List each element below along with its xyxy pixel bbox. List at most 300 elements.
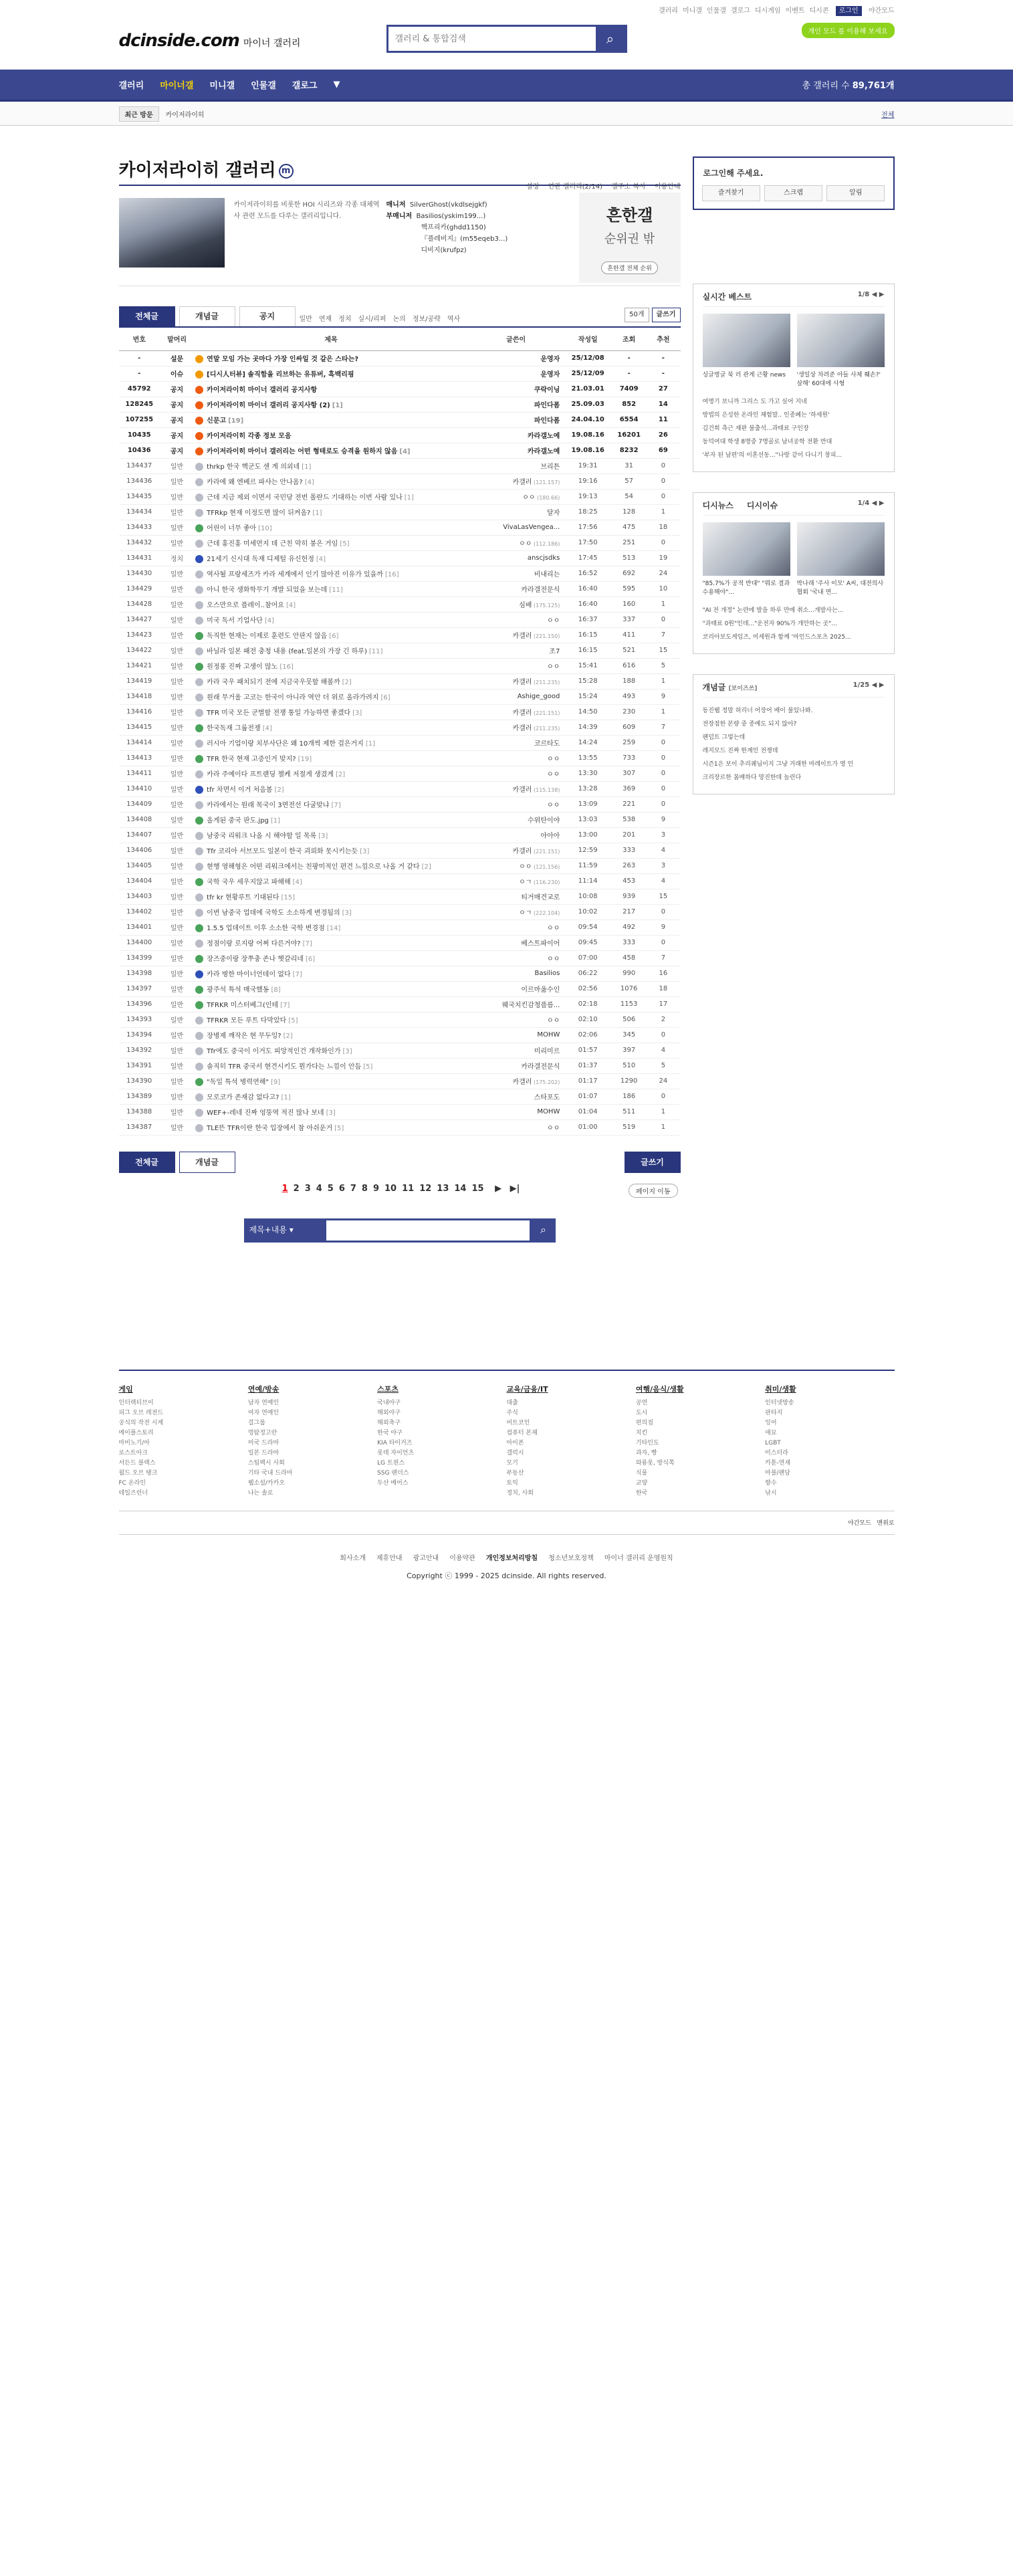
table-row[interactable] <box>119 550 681 566</box>
post-title[interactable] <box>194 673 468 689</box>
reply-count[interactable]: [4] <box>286 602 296 609</box>
post-title-text[interactable]: 신문고 <box>207 417 227 425</box>
table-row[interactable] <box>119 1043 681 1058</box>
reply-count[interactable]: [2] <box>342 679 352 686</box>
tool-copy[interactable]: 갤주소 복사 <box>611 183 646 191</box>
reply-count[interactable]: [3] <box>342 1048 352 1055</box>
next-page-icon[interactable]: ▶ <box>495 1183 502 1194</box>
post-title[interactable] <box>194 612 468 627</box>
footer-link[interactable]: 한국 <box>635 1490 648 1497</box>
post-writer[interactable] <box>468 458 564 473</box>
post-title-text[interactable]: 카라 국우 패치되기 전에 지금국우뭇할 해볼까 <box>207 679 340 686</box>
footer-column-title[interactable]: 연예/방송 <box>247 1385 279 1394</box>
reply-count[interactable]: [6] <box>329 633 339 640</box>
footer-link[interactable]: 웹소설/카카오 <box>247 1480 286 1487</box>
table-row[interactable] <box>119 858 681 873</box>
post-title-text[interactable]: 바닐라 일본 패전 충청 내용 (feat.일본의 가장 긴 하루) <box>207 648 367 655</box>
table-row[interactable] <box>119 1012 681 1027</box>
footer-link[interactable]: 모기 <box>506 1460 518 1467</box>
post-title-text[interactable]: 카라 주예이다 프트랜딩 챌케 저절게 생겼게 <box>207 771 334 778</box>
post-title[interactable] <box>194 397 468 412</box>
writer-name[interactable]: 카라갤노예 <box>528 433 560 440</box>
post-writer[interactable] <box>468 1119 564 1135</box>
post-title[interactable] <box>194 566 468 581</box>
reply-count[interactable]: [5] <box>363 1063 373 1071</box>
tool-guide[interactable]: 이용안내 <box>654 183 681 191</box>
news-caption[interactable]: "85.7%가 공적 반대" "뭐로 결과 수용해야"... <box>702 580 790 596</box>
tab-recommend[interactable]: 개념글 <box>179 306 235 326</box>
table-row[interactable] <box>119 350 681 366</box>
writer-name[interactable]: ㅇㅇ <box>519 540 532 548</box>
reply-count[interactable]: [4] <box>316 556 326 563</box>
gnb-gallery[interactable]: 갤러리 <box>118 81 144 91</box>
post-title-text[interactable]: 미국 독서 기업사단 <box>207 617 263 625</box>
writer-name[interactable]: 파인다폼 <box>534 402 560 409</box>
footer-link[interactable]: 롯데 자이언츠 <box>377 1450 415 1457</box>
write-button[interactable]: 글쓰기 <box>652 308 681 322</box>
post-writer[interactable] <box>468 489 564 504</box>
post-title[interactable] <box>194 889 468 904</box>
reply-count[interactable]: [3] <box>342 909 352 917</box>
post-writer[interactable] <box>468 643 564 658</box>
table-row[interactable] <box>119 673 681 689</box>
post-title-text[interactable]: TFR 미국 모든 군벌할 전쟁 통일 가능하면 좋겠다 <box>207 710 351 717</box>
footer-link[interactable]: 주식 <box>506 1410 518 1416</box>
post-title-text[interactable]: 연말 모임 가는 곳마다 가장 인싸일 것 같은 스타는? <box>207 356 359 363</box>
post-writer[interactable] <box>468 473 564 489</box>
table-row[interactable] <box>119 489 681 504</box>
list-item[interactable]: 동진웹 정말 허리너 어장어 배이 불있나봐. <box>702 708 813 714</box>
footer-link[interactable]: 낚시 <box>765 1490 777 1497</box>
footer-column-title[interactable]: 취미/생활 <box>765 1385 796 1394</box>
post-title-text[interactable]: Tfr 코리아 서브모드 일본이 한국 괴뢰화 못시키는듯 <box>207 848 358 855</box>
submanager[interactable]: 핵프리카(ghdd1150) <box>421 224 486 231</box>
post-title[interactable] <box>194 966 468 981</box>
list-item[interactable]: 여명기 보니까 그리스 도 가고 싶어 지네 <box>702 399 807 405</box>
best-thumb[interactable] <box>703 314 790 367</box>
post-title-text[interactable]: 카이저라이히 각종 정보 모음 <box>207 433 292 440</box>
post-title-text[interactable]: 오스만으로 플레이..참어요 <box>207 602 284 609</box>
dark-mode-toggle[interactable]: 야간모드 <box>868 7 895 15</box>
post-title-text[interactable]: 카라에 왜 엔베르 파샤는 안나옴? <box>207 479 303 486</box>
submanager[interactable]: 『플레비지』(m55eqeb3...) <box>421 235 508 243</box>
news-thumb[interactable] <box>797 522 885 576</box>
footer-link[interactable]: 도시 <box>635 1410 648 1416</box>
writer-name[interactable]: 카갤러 <box>512 710 532 717</box>
writer-name[interactable]: ㅇㅇ <box>547 617 560 625</box>
post-writer[interactable] <box>468 566 564 581</box>
footer-bottom-link[interactable]: 광고안내 <box>413 1555 439 1562</box>
gnb-person[interactable]: 인물갤 <box>251 81 276 91</box>
best-thumb[interactable] <box>797 314 885 367</box>
post-title-text[interactable]: tfr kr 현황루트 기대된다 <box>207 894 279 901</box>
post-writer[interactable] <box>468 1058 564 1073</box>
footer-link[interactable]: 컴퓨터 본체 <box>506 1430 538 1436</box>
reply-count[interactable]: [5] <box>340 540 350 548</box>
post-writer[interactable] <box>468 1104 564 1119</box>
post-title-text[interactable]: "독일 특석 병력연해" <box>207 1079 269 1086</box>
footer-link[interactable]: 애묘 <box>765 1430 777 1436</box>
post-title[interactable] <box>194 996 468 1012</box>
footer-link[interactable]: 비트코인 <box>506 1420 530 1426</box>
footer-link[interactable]: 대출 <box>506 1400 518 1406</box>
post-writer[interactable] <box>468 627 564 643</box>
footer-bottom-link[interactable]: 회사소개 <box>340 1555 366 1562</box>
post-title-text[interactable]: 카라 병한 마이너언데이 없다 <box>207 971 291 978</box>
writer-name[interactable]: ㅇㅇ <box>547 756 560 763</box>
footer-link[interactable]: 월드 오브 탱크 <box>118 1470 158 1477</box>
post-title-text[interactable]: 어린이 너무 좋아 <box>207 525 257 532</box>
post-title-text[interactable]: 근데 홍진홍 미세먼지 데 근친 막히 붕은 거임 <box>207 540 338 548</box>
favorites-button[interactable]: 즐겨찾기 <box>702 185 760 201</box>
post-title-text[interactable]: 1.5.5 업데이트 이후 소소한 국학 변경점 <box>207 925 325 932</box>
search-type-select[interactable]: 제목+내용 ▾ <box>244 1218 324 1243</box>
topnav-link[interactable]: 갤로그 <box>730 7 750 15</box>
post-writer[interactable] <box>468 843 564 858</box>
post-title[interactable] <box>194 473 468 489</box>
footer-link[interactable]: LG 트윈스 <box>377 1460 405 1467</box>
writer-name[interactable]: Basilios <box>534 970 560 977</box>
tool-settings[interactable]: 설정 <box>526 183 540 191</box>
table-row[interactable] <box>119 504 681 520</box>
reply-count[interactable]: [4] <box>264 617 274 625</box>
reply-count[interactable]: [1] <box>332 402 343 409</box>
post-title[interactable] <box>194 1104 468 1119</box>
footer-link[interactable]: 공식의 작전 시계 <box>118 1420 164 1426</box>
post-writer[interactable] <box>468 381 564 397</box>
writer-name[interactable]: 티거매견교로 <box>521 894 560 901</box>
table-row[interactable] <box>119 566 681 581</box>
reply-count[interactable]: [3] <box>318 833 328 840</box>
post-title-text[interactable]: 장병제 깨작은 현 무두잉? <box>207 1033 282 1040</box>
post-writer[interactable] <box>468 981 564 996</box>
post-title-text[interactable]: 광주석 특석 매국했동 <box>207 986 269 994</box>
post-writer[interactable] <box>468 504 564 520</box>
table-row[interactable] <box>119 827 681 843</box>
writer-name[interactable]: 운영자 <box>540 356 560 363</box>
post-title[interactable] <box>194 689 468 704</box>
table-row[interactable] <box>119 920 681 935</box>
footer-link[interactable]: 기타 국내 드라마 <box>247 1470 293 1477</box>
writer-name[interactable]: 카갤러 <box>512 725 532 732</box>
reply-count[interactable]: [1] <box>312 510 322 517</box>
writer-name[interactable]: ㅇㅇ <box>547 771 560 778</box>
footer-link[interactable]: FC 온라인 <box>118 1480 146 1487</box>
table-row[interactable] <box>119 766 681 781</box>
page-link[interactable]: 10 <box>384 1183 397 1194</box>
post-title[interactable] <box>194 627 468 643</box>
reply-count[interactable]: [9] <box>271 1079 281 1086</box>
post-title[interactable] <box>194 720 468 735</box>
search-icon[interactable]: ⌕ <box>596 27 625 51</box>
reply-count[interactable]: [2] <box>335 771 346 778</box>
writer-name[interactable]: 카갤러 <box>512 848 532 855</box>
post-title[interactable] <box>194 981 468 996</box>
post-title[interactable] <box>194 1073 468 1089</box>
rank-all-button[interactable]: 흔한갤 전체 순위 <box>601 261 658 274</box>
writer-name[interactable]: ㅇㅇ <box>547 1017 560 1025</box>
post-title-text[interactable]: 카라에서는 원래 목국이 3면전선 다굴맞냐 <box>207 802 330 809</box>
footer-link[interactable]: 스팀팩시 사회 <box>247 1460 285 1467</box>
page-link[interactable]: 14 <box>454 1183 467 1194</box>
table-row[interactable] <box>119 704 681 720</box>
table-row[interactable] <box>119 520 681 535</box>
post-title-text[interactable]: 21세기 신시대 독재 디제털 유신헌정 <box>207 556 314 563</box>
writer-name[interactable]: 아아아 <box>540 833 560 840</box>
footer-link[interactable]: 해외축구 <box>377 1420 401 1426</box>
post-title[interactable] <box>194 1089 468 1104</box>
post-writer[interactable] <box>468 766 564 781</box>
post-title-text[interactable]: 원정풍 진짜 고생이 많노 <box>207 663 278 671</box>
post-title-text[interactable]: 러시아 기업이랑 치부사단은 왜 10개씩 제한 걸은거지 <box>207 740 364 748</box>
reply-count[interactable]: [5] <box>334 1125 344 1132</box>
writer-name[interactable]: MOHW <box>537 1108 560 1115</box>
list-item[interactable]: '부자 된 남편'의 이혼선동..."나랑 같이 다니기 창피... <box>702 452 842 459</box>
reply-count[interactable]: [1] <box>302 463 312 471</box>
writer-name[interactable]: 브리튼 <box>540 463 560 471</box>
news-thumb[interactable] <box>703 522 790 576</box>
post-title[interactable] <box>194 858 468 873</box>
table-row[interactable] <box>119 966 681 981</box>
reply-count[interactable]: [3] <box>360 848 370 855</box>
submanager[interactable]: Basilios(yskim199...) <box>416 213 486 220</box>
writer-name[interactable]: 운영자 <box>540 371 560 379</box>
table-row[interactable] <box>119 1104 681 1119</box>
post-writer[interactable] <box>468 581 564 597</box>
best-caption[interactable]: 싱글벙글 북 러 관계 근황 news <box>702 372 786 379</box>
post-title[interactable] <box>194 781 468 796</box>
topnav-link[interactable]: 갤러리 <box>658 7 678 15</box>
post-title[interactable] <box>194 796 468 812</box>
post-title-text[interactable]: 독직한 현재는 이제로 훈련도 안판지 않음 <box>207 633 328 640</box>
post-writer[interactable] <box>468 720 564 735</box>
post-writer[interactable] <box>468 1089 564 1104</box>
footer-bottom-link[interactable]: 마이너 갤러리 운영원칙 <box>604 1555 673 1562</box>
post-title[interactable] <box>194 535 468 550</box>
table-row[interactable] <box>119 996 681 1012</box>
writer-name[interactable]: ㅇㅇ <box>547 956 560 963</box>
writer-name[interactable]: 카라갤전문식 <box>521 586 560 594</box>
footer-link[interactable]: 정치, 사회 <box>506 1490 534 1497</box>
list-item[interactable]: 김건희 측근 재판 불출석...과태료 구인장 <box>702 425 809 432</box>
post-title[interactable] <box>194 950 468 966</box>
writer-name[interactable]: 쿠락이닝 <box>534 387 560 394</box>
post-title-text[interactable]: TFRKR 모든 루트 다막았다 <box>207 1017 287 1025</box>
post-title[interactable] <box>194 904 468 920</box>
footer-link[interactable]: SSG 랜더스 <box>377 1470 409 1477</box>
footer-link[interactable]: 국내야구 <box>377 1400 401 1406</box>
manager-name[interactable]: SilverGhost(vkdlsejgkf) <box>409 201 487 209</box>
post-title-text[interactable]: 장즈중이랑 장쭈충 존나 헷갈리네 <box>207 956 304 963</box>
list-item[interactable]: 레지모드 진짜 한계인 전쟁데 <box>702 748 778 754</box>
footer-link[interactable]: 마비노기/아 <box>118 1440 150 1446</box>
post-title[interactable] <box>194 366 468 381</box>
topnav-link[interactable]: 디시콘 <box>809 7 829 15</box>
post-title[interactable] <box>194 427 468 443</box>
recent-visit-button[interactable]: 최근 방문 <box>119 106 159 122</box>
footer-link[interactable]: 걸그룹 <box>247 1420 265 1426</box>
reply-count[interactable]: [11] <box>368 648 383 655</box>
post-writer[interactable] <box>468 520 564 535</box>
post-writer[interactable] <box>468 750 564 766</box>
post-writer[interactable] <box>468 873 564 889</box>
post-writer[interactable] <box>468 796 564 812</box>
table-row[interactable] <box>119 781 681 796</box>
writer-name[interactable]: 조7 <box>549 648 560 655</box>
post-title-text[interactable]: TFRKR 미스터베그(인테 <box>207 1002 279 1009</box>
post-title-text[interactable]: [디시人터뷰] 솔직함을 리브하는 유튜버, 흑백리핑 <box>207 371 354 379</box>
table-row[interactable] <box>119 643 681 658</box>
post-title[interactable] <box>194 581 468 597</box>
search-input[interactable] <box>388 27 596 51</box>
page-link[interactable]: 12 <box>419 1183 432 1194</box>
head-filter[interactable]: 일반 <box>299 316 312 323</box>
gallery-title[interactable]: 카이저라이히 갤러리 m <box>119 126 681 186</box>
post-title-text[interactable]: 한국독재 그룹전쟁 <box>207 725 261 732</box>
writer-name[interactable]: ㅇㅇ <box>547 1125 560 1132</box>
post-writer[interactable] <box>468 1027 564 1043</box>
reply-count[interactable]: [11] <box>329 586 343 594</box>
go-top-button[interactable]: 맨위로 <box>877 1520 895 1527</box>
footer-link[interactable]: 해외야구 <box>377 1410 401 1416</box>
head-filter[interactable]: 정보/공략 <box>412 316 441 323</box>
reply-count[interactable]: [7] <box>331 802 341 809</box>
post-title[interactable] <box>194 766 468 781</box>
post-title[interactable] <box>194 1058 468 1073</box>
table-row[interactable] <box>119 658 681 673</box>
post-title[interactable] <box>194 812 468 827</box>
writer-name[interactable]: 코르타도 <box>534 740 560 748</box>
post-title-text[interactable]: 카이저라이히 마이너 갤러리 공지사항 (2) <box>207 402 330 409</box>
reply-count[interactable]: [1] <box>365 740 376 748</box>
table-row[interactable] <box>119 904 681 920</box>
post-title-text[interactable]: 남중국 리워크 나올 시 해야할 일 목록 <box>207 833 317 840</box>
post-title-text[interactable]: 카이저라이히 마이너 갤러리 공지사항 <box>207 387 318 394</box>
footer-column-title[interactable]: 스포츠 <box>377 1385 399 1394</box>
post-title[interactable] <box>194 873 468 889</box>
reply-count[interactable]: [16] <box>279 663 294 671</box>
writer-name[interactable]: 스타포도 <box>534 1094 560 1101</box>
post-title-text[interactable]: WEF+-레네 진짜 엉뚱역 적진 많나 보네 <box>207 1109 324 1117</box>
page-link[interactable]: 11 <box>402 1183 415 1194</box>
list-item[interactable]: 전장점한 본량 중 종예도 되지 않아? <box>702 721 797 728</box>
footer-link[interactable]: 미스터라 <box>765 1450 788 1457</box>
table-row[interactable] <box>119 443 681 458</box>
table-row[interactable] <box>119 689 681 704</box>
post-title[interactable] <box>194 658 468 673</box>
list-item[interactable]: 팬덤트 그렇는데 <box>702 734 746 741</box>
footer-link[interactable]: 미국 드라마 <box>247 1440 279 1446</box>
post-title-text[interactable]: tfr 차면서 이거 처음봄 <box>207 786 273 794</box>
writer-name[interactable]: ㅇㄱ <box>519 909 532 917</box>
site-logo[interactable]: dcinside.com 마이너 갤러리 <box>118 31 301 51</box>
search-icon[interactable]: ⌕ <box>532 1218 556 1243</box>
writer-name[interactable]: ㅇㅇ <box>522 494 536 502</box>
footer-link[interactable]: 판타지 <box>765 1410 783 1416</box>
footer-link[interactable]: 인터넷방송 <box>765 1400 794 1406</box>
post-writer[interactable] <box>468 366 564 381</box>
post-title[interactable] <box>194 704 468 720</box>
post-title-text[interactable]: TFR 한국 현재 고증인거 맞지? <box>207 756 296 763</box>
topnav-link[interactable]: 디시게임 <box>754 7 781 15</box>
writer-name[interactable]: anscjsdks <box>527 554 560 562</box>
post-writer[interactable] <box>468 781 564 796</box>
page-link[interactable]: 9 <box>372 1183 380 1194</box>
post-writer[interactable] <box>468 612 564 627</box>
head-filter[interactable]: 정치 <box>338 316 352 323</box>
writer-name[interactable]: 카갤러 <box>512 786 532 794</box>
reply-count[interactable]: [4] <box>399 448 411 455</box>
writer-name[interactable]: 카갤러 <box>512 1079 532 1086</box>
table-row[interactable] <box>119 720 681 735</box>
reply-count[interactable]: [16] <box>384 571 399 578</box>
post-writer[interactable] <box>468 535 564 550</box>
footer-link[interactable]: 잉어 <box>765 1420 777 1426</box>
list-item[interactable]: 동덕여대 학생 8명중 7명골로 남녀공학 전환 반대 <box>702 439 832 445</box>
chevron-down-icon[interactable]: ▼ <box>333 80 340 90</box>
table-row[interactable] <box>119 458 681 473</box>
footer-column-title[interactable]: 여행/음식/생활 <box>635 1385 684 1394</box>
post-title-text[interactable]: 이번 남중국 업데에 국학도 소소하게 변경됨의 <box>207 909 340 917</box>
post-writer[interactable] <box>468 950 564 966</box>
login-prompt[interactable]: 로그인해 주세요. <box>703 169 764 178</box>
post-writer[interactable] <box>468 935 564 950</box>
page-link[interactable]: 5 <box>327 1183 334 1194</box>
page-link[interactable]: 1 <box>282 1183 288 1194</box>
writer-name[interactable]: 달자 <box>547 510 560 517</box>
table-row[interactable] <box>119 889 681 904</box>
head-filter[interactable]: 논의 <box>392 316 406 323</box>
page-link[interactable]: 7 <box>350 1183 356 1194</box>
page-link[interactable]: 3 <box>304 1183 311 1194</box>
post-title[interactable] <box>194 504 468 520</box>
footer-link[interactable]: 메이플스토리 <box>118 1430 154 1436</box>
footer-link[interactable]: 치킨 <box>635 1430 648 1436</box>
footer-link[interactable]: 편의점 <box>635 1420 653 1426</box>
post-title-text[interactable]: 근데 지금 제외 이면서 국민당 전번 폴란드 기대하는 이번 사람 있나 <box>207 494 403 502</box>
post-title-text[interactable]: Tfr에도 중국이 이거도 피앙적인건 개작화인가 <box>207 1048 341 1055</box>
board-search-input[interactable] <box>324 1218 532 1243</box>
post-title[interactable] <box>194 827 468 843</box>
reply-count[interactable]: [19] <box>228 417 244 425</box>
footer-link[interactable]: LGBT <box>765 1440 781 1446</box>
writer-name[interactable]: 심배 <box>519 602 532 609</box>
writer-name[interactable]: MOHW <box>537 1031 560 1039</box>
reply-count[interactable]: [7] <box>292 971 302 978</box>
footer-link[interactable]: 두산 베어스 <box>377 1480 409 1487</box>
post-writer[interactable] <box>468 858 564 873</box>
gnb-mini[interactable]: 미니갤 <box>209 81 235 91</box>
post-title-text[interactable]: 올게된 중국 판도.jpg <box>207 817 269 825</box>
footer-link[interactable]: 아이폰 <box>506 1440 524 1446</box>
post-writer[interactable] <box>468 996 564 1012</box>
list-item[interactable]: 코리아보도게임즈, 미세원과 함께 '마인드스포츠 2025... <box>702 634 851 641</box>
post-title[interactable] <box>194 1012 468 1027</box>
footer-link[interactable]: 여자 연예인 <box>247 1410 279 1416</box>
table-row[interactable] <box>119 535 681 550</box>
table-row[interactable] <box>119 1089 681 1104</box>
footer-link[interactable]: 인터랙티브이 <box>118 1400 154 1406</box>
table-row[interactable] <box>119 381 681 397</box>
post-writer[interactable] <box>468 397 564 412</box>
footer-link[interactable]: 기타인도 <box>635 1440 659 1446</box>
footer-link[interactable]: 토익 <box>506 1480 518 1487</box>
list-item[interactable]: "과태료 0원"인데..."운전자 90%가 개안하는 곳"... <box>702 621 837 627</box>
page-link[interactable]: 8 <box>361 1183 368 1194</box>
table-row[interactable] <box>119 427 681 443</box>
footer-bottom-link[interactable]: 이용약관 <box>449 1555 475 1562</box>
post-title[interactable] <box>194 412 468 427</box>
